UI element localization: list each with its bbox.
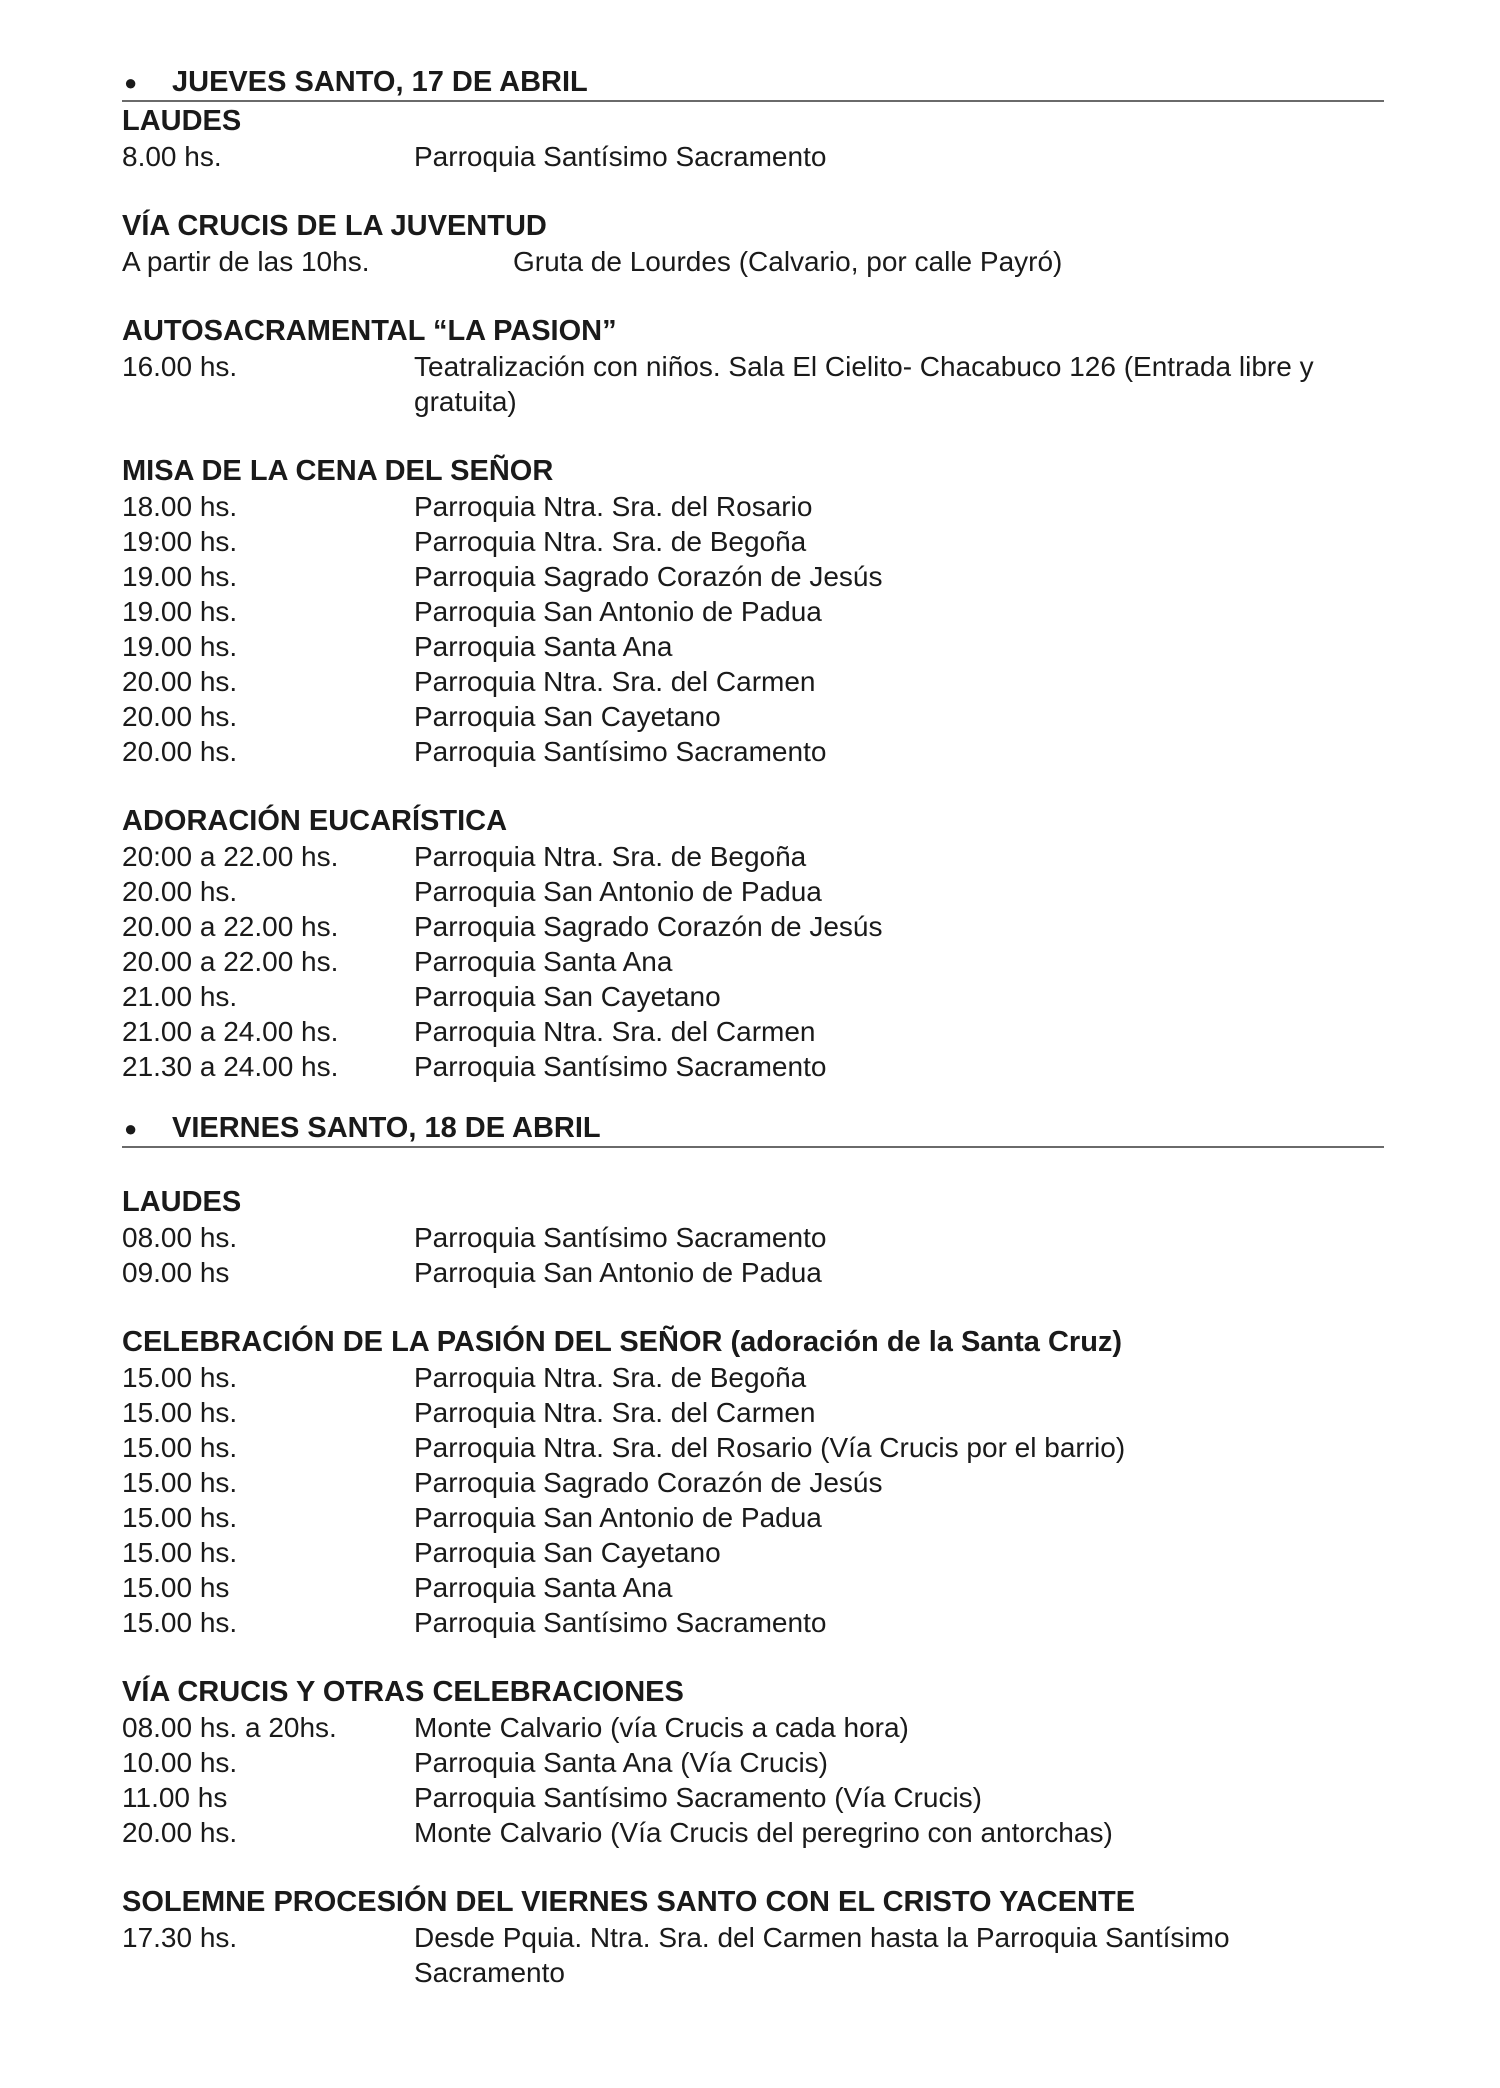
place: Monte Calvario (vía Crucis a cada hora) bbox=[414, 1712, 909, 1743]
time: 20:00 a 22.00 hs. bbox=[122, 841, 339, 872]
time: 15.00 hs bbox=[122, 1572, 230, 1603]
place: Parroquia Ntra. Sra. del Rosario bbox=[414, 491, 813, 522]
section-title: SOLEMNE PROCESIÓN DEL VIERNES SANTO CON EL CRISTO YACENTE bbox=[122, 1886, 1136, 1918]
place: Parroquia Santísimo Sacramento bbox=[414, 141, 827, 172]
time: 19:00 hs. bbox=[122, 526, 238, 557]
time: 20.00 hs. bbox=[122, 1817, 238, 1848]
time: 20.00 hs. bbox=[122, 736, 238, 767]
schedule-row bbox=[122, 1430, 1384, 1465]
place: Parroquia Santísimo Sacramento bbox=[414, 1222, 827, 1253]
schedule-row bbox=[122, 874, 1384, 909]
place: Gruta de Lourdes (Calvario, por calle Payró) bbox=[513, 246, 1063, 277]
time: 10.00 hs. bbox=[122, 1747, 238, 1778]
schedule-row bbox=[122, 909, 1384, 944]
time: 20.00 hs. bbox=[122, 876, 238, 907]
section-title: ADORACIÓN EUCARÍSTICA bbox=[122, 805, 508, 837]
day-heading-viernes bbox=[122, 1110, 1384, 1148]
time: 21.00 a 24.00 hs. bbox=[122, 1016, 339, 1047]
schedule-row bbox=[122, 1014, 1384, 1049]
schedule-row bbox=[122, 1815, 1384, 1850]
section-title: LAUDES bbox=[122, 105, 242, 137]
place: Teatralización con niños. Sala El Cielito- Chacabuco 126 (Entrada libre y gratuita) bbox=[414, 351, 1314, 417]
time: 15.00 hs. bbox=[122, 1362, 238, 1393]
schedule-row bbox=[122, 1049, 1384, 1084]
place: Parroquia San Antonio de Padua bbox=[414, 596, 822, 627]
time: A partir de las 10hs. bbox=[122, 246, 370, 277]
time: 18.00 hs. bbox=[122, 491, 238, 522]
time: 20.00 hs. bbox=[122, 666, 238, 697]
day-title: VIERNES SANTO, 18 DE ABRIL bbox=[172, 1112, 601, 1144]
time: 17.30 hs. bbox=[122, 1922, 238, 1953]
schedule-row bbox=[122, 1360, 1384, 1395]
time: 09.00 hs bbox=[122, 1257, 230, 1288]
time: 11.00 hs bbox=[122, 1782, 228, 1813]
place: Parroquia Sagrado Corazón de Jesús bbox=[414, 561, 883, 592]
schedule-row bbox=[122, 699, 1384, 734]
time: 16.00 hs. bbox=[122, 351, 238, 382]
schedule-row bbox=[122, 1780, 1384, 1815]
section-title: LAUDES bbox=[122, 1186, 242, 1218]
place: Parroquia San Cayetano bbox=[414, 701, 721, 732]
time: 21.30 a 24.00 hs. bbox=[122, 1051, 339, 1082]
place: Parroquia San Antonio de Padua bbox=[414, 1502, 822, 1533]
schedule-row bbox=[122, 139, 1384, 174]
schedule-row bbox=[122, 524, 1384, 559]
place: Parroquia Santísimo Sacramento bbox=[414, 1607, 827, 1638]
schedule-row bbox=[122, 244, 1384, 279]
schedule-row bbox=[122, 1500, 1384, 1535]
section-title: VÍA CRUCIS DE LA JUVENTUD bbox=[122, 210, 547, 242]
time: 20.00 a 22.00 hs. bbox=[122, 946, 339, 977]
schedule-row bbox=[122, 1465, 1384, 1500]
time: 15.00 hs. bbox=[122, 1607, 238, 1638]
place: Monte Calvario (Vía Crucis del peregrino con antorchas) bbox=[414, 1817, 1113, 1848]
time: 21.00 hs. bbox=[122, 981, 238, 1012]
bullet-icon: ● bbox=[124, 1116, 138, 1141]
time: 20.00 a 22.00 hs. bbox=[122, 911, 339, 942]
place: Parroquia Ntra. Sra. de Begoña bbox=[414, 1362, 807, 1393]
schedule-row bbox=[122, 1920, 1384, 1990]
schedule-row bbox=[122, 1255, 1384, 1290]
time: 15.00 hs. bbox=[122, 1397, 238, 1428]
schedule-row bbox=[122, 559, 1384, 594]
place: Parroquia Sagrado Corazón de Jesús bbox=[414, 1467, 883, 1498]
section-title: AUTOSACRAMENTAL “LA PASION” bbox=[122, 315, 617, 347]
time: 08.00 hs. bbox=[122, 1222, 238, 1253]
schedule-row bbox=[122, 1535, 1384, 1570]
schedule-row bbox=[122, 1745, 1384, 1780]
time: 8.00 hs. bbox=[122, 141, 222, 172]
place: Parroquia San Antonio de Padua bbox=[414, 876, 822, 907]
schedule-row bbox=[122, 734, 1384, 769]
time: 19.00 hs. bbox=[122, 631, 238, 662]
place: Parroquia Santa Ana bbox=[414, 946, 673, 977]
place: Parroquia San Cayetano bbox=[414, 981, 721, 1012]
place: Parroquia Santa Ana bbox=[414, 1572, 673, 1603]
time: 15.00 hs. bbox=[122, 1467, 238, 1498]
day-heading-jueves bbox=[122, 64, 1384, 102]
schedule-row bbox=[122, 979, 1384, 1014]
schedule-row bbox=[122, 1395, 1384, 1430]
place: Parroquia Ntra. Sra. del Carmen bbox=[414, 666, 816, 697]
bullet-icon: ● bbox=[124, 70, 138, 95]
time: 15.00 hs. bbox=[122, 1537, 238, 1568]
time: 19.00 hs. bbox=[122, 596, 238, 627]
schedule-row bbox=[122, 1710, 1384, 1745]
section-title: VÍA CRUCIS Y OTRAS CELEBRACIONES bbox=[122, 1676, 684, 1708]
schedule-row bbox=[122, 629, 1384, 664]
schedule-row bbox=[122, 664, 1384, 699]
schedule-row bbox=[122, 944, 1384, 979]
time: 15.00 hs. bbox=[122, 1432, 238, 1463]
place: Parroquia Santa Ana bbox=[414, 631, 673, 662]
place: Desde Pquia. Ntra. Sra. del Carmen hasta la Parroquia Santísimo Sacramento bbox=[414, 1922, 1230, 1988]
schedule-row bbox=[122, 839, 1384, 874]
schedule-row bbox=[122, 1220, 1384, 1255]
place: Parroquia Santísimo Sacramento (Vía Crucis) bbox=[414, 1782, 982, 1813]
place: Parroquia Ntra. Sra. de Begoña bbox=[414, 526, 807, 557]
place: Parroquia Santísimo Sacramento bbox=[414, 1051, 827, 1082]
place: Parroquia Santa Ana (Vía Crucis) bbox=[414, 1747, 828, 1778]
place: Parroquia Ntra. Sra. del Rosario (Vía Crucis por el barrio) bbox=[414, 1432, 1126, 1463]
schedule-row bbox=[122, 489, 1384, 524]
schedule-row bbox=[122, 349, 1384, 419]
place: Parroquia San Antonio de Padua bbox=[414, 1257, 822, 1288]
schedule-document bbox=[122, 64, 1384, 1990]
place: Parroquia Ntra. Sra. del Carmen bbox=[414, 1016, 816, 1047]
place: Parroquia Sagrado Corazón de Jesús bbox=[414, 911, 883, 942]
schedule-row bbox=[122, 1605, 1384, 1640]
schedule-row bbox=[122, 1570, 1384, 1605]
time: 19.00 hs. bbox=[122, 561, 238, 592]
time: 15.00 hs. bbox=[122, 1502, 238, 1533]
time: 08.00 hs. a 20hs. bbox=[122, 1712, 337, 1743]
place: Parroquia Santísimo Sacramento bbox=[414, 736, 827, 767]
place: Parroquia Ntra. Sra. de Begoña bbox=[414, 841, 807, 872]
day-title: JUEVES SANTO, 17 DE ABRIL bbox=[172, 66, 588, 98]
place: Parroquia Ntra. Sra. del Carmen bbox=[414, 1397, 816, 1428]
time: 20.00 hs. bbox=[122, 701, 238, 732]
schedule-row bbox=[122, 594, 1384, 629]
section-title: CELEBRACIÓN DE LA PASIÓN DEL SEÑOR (adoración de la Santa Cruz) bbox=[122, 1326, 1123, 1358]
section-title: MISA DE LA CENA DEL SEÑOR bbox=[122, 455, 554, 487]
place: Parroquia San Cayetano bbox=[414, 1537, 721, 1568]
